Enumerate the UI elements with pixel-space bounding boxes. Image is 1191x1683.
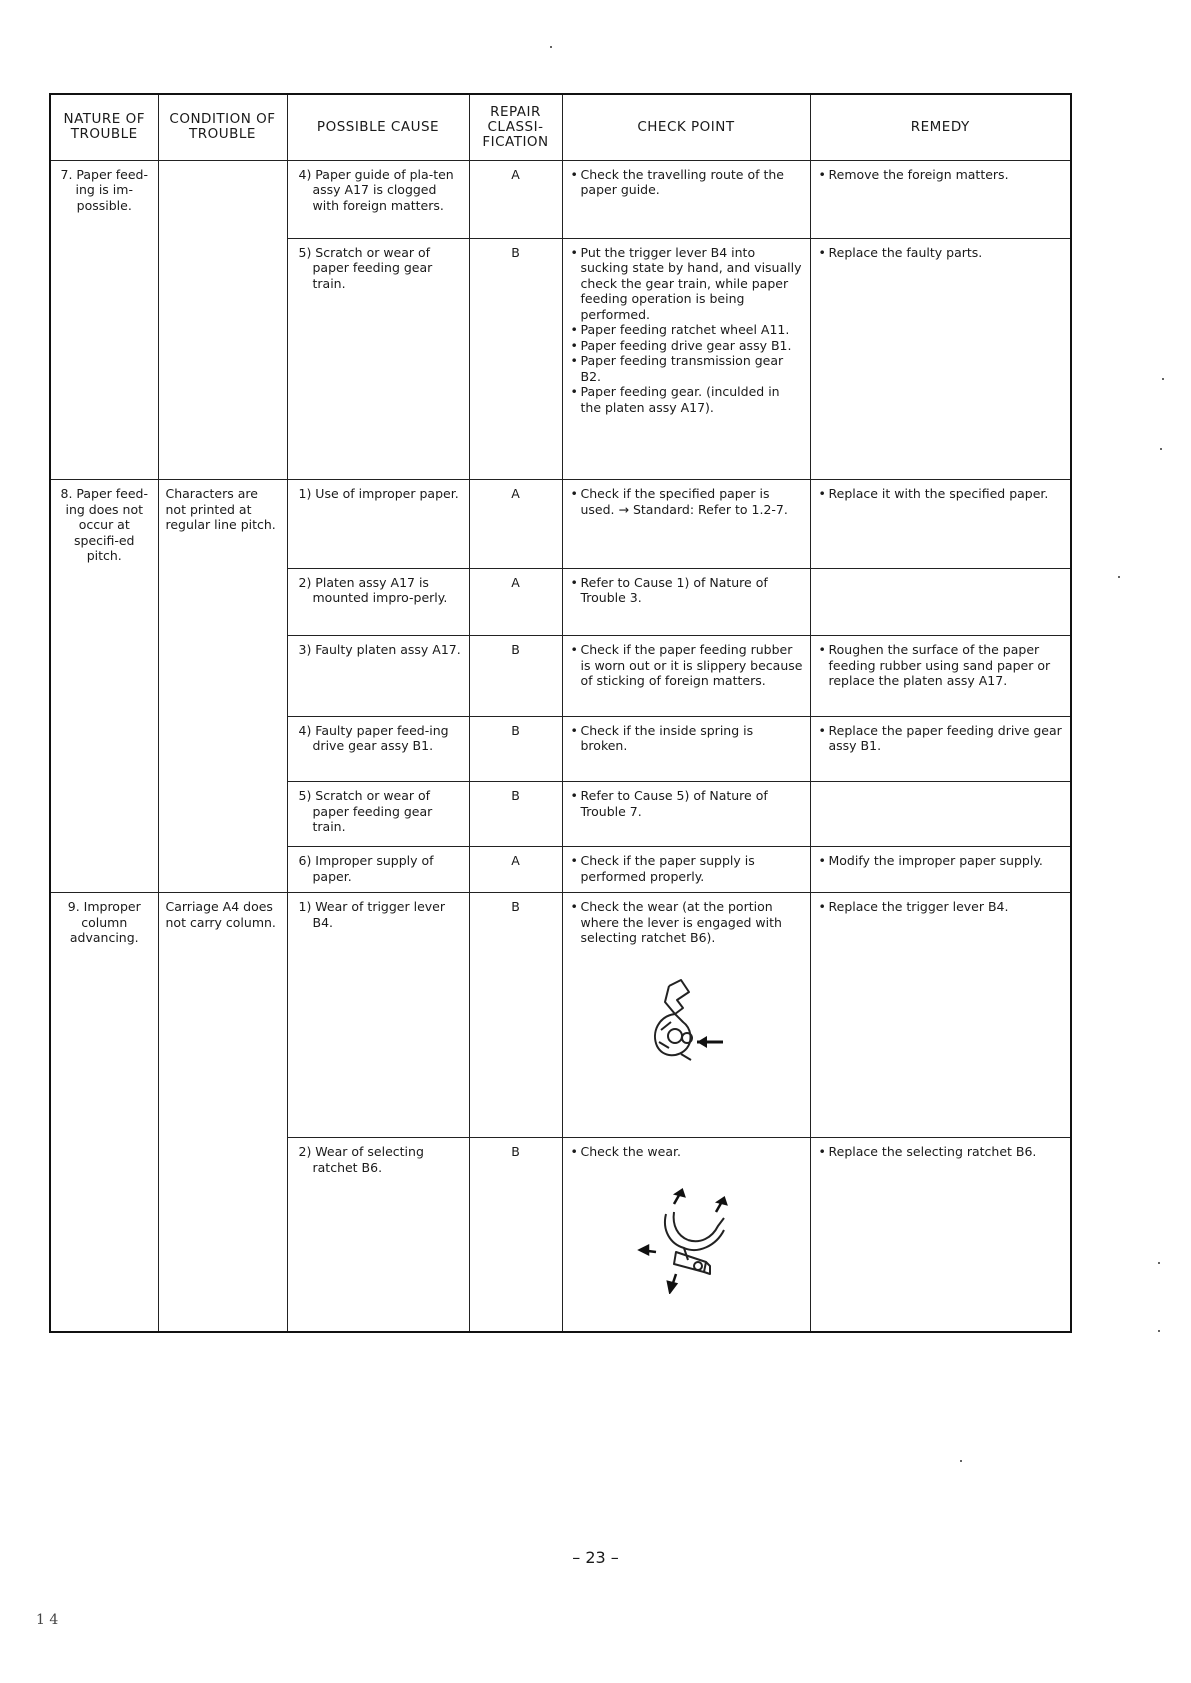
remedy-cell	[810, 847, 1071, 893]
check-point-cell	[562, 1138, 810, 1332]
possible-cause-cell	[287, 160, 469, 238]
possible-cause-cell	[287, 238, 469, 480]
page-number: – 23 –	[572, 1548, 619, 1567]
scan-speck	[1160, 448, 1162, 450]
scan-speck	[1118, 576, 1120, 578]
check-point-cell	[562, 480, 810, 568]
cause-text: 4) Paper guide of pla-ten assy A17 is clogged with foreign matters.	[298, 166, 454, 213]
possible-cause-cell	[287, 480, 469, 568]
condition-of-trouble-cell	[158, 160, 287, 480]
cause-text: 5) Scratch or wear of paper feeding gear train.	[298, 788, 433, 835]
check-point-item: • Refer to Cause 1) of Nature of Trouble 3.	[570, 575, 803, 606]
remedy-item: • Modify the improper paper supply.	[818, 853, 1064, 869]
check-point-cell	[562, 847, 810, 893]
nature-text: 8. Paper feed-ing does not occur at specifi-ed pitch.	[60, 486, 148, 564]
remedy-item: • Replace the selecting ratchet B6.	[818, 1144, 1064, 1160]
remedy-cell	[810, 238, 1071, 480]
remedy-cell	[810, 480, 1071, 568]
repair-classification-cell: B	[469, 893, 562, 1138]
check-point-item: • Refer to Cause 5) of Nature of Trouble 7.	[570, 788, 803, 819]
scan-speck	[550, 46, 552, 48]
condition-of-trouble-cell	[158, 893, 287, 1332]
table-row	[50, 893, 1071, 1138]
possible-cause-cell	[287, 568, 469, 636]
header-condition: CONDITION OF TROUBLE	[158, 94, 287, 160]
check-point-item: • Put the trigger lever B4 into sucking state by hand, and visually check the gear train, while paper feeding operation is being performed.	[570, 245, 803, 323]
check-point-cell	[562, 568, 810, 636]
cause-text: 4) Faulty paper feed-ing drive gear assy B1.	[298, 722, 449, 754]
table-row	[50, 160, 1071, 238]
header-remedy: REMEDY	[810, 94, 1071, 160]
repair-classification-cell: B	[469, 1138, 562, 1332]
repair-classification-cell: B	[469, 636, 562, 716]
condition-text: Characters are not printed at regular line pitch.	[165, 486, 276, 533]
possible-cause-cell	[287, 1138, 469, 1332]
check-point-cell	[562, 238, 810, 480]
remedy-cell	[810, 636, 1071, 716]
possible-cause-cell	[287, 716, 469, 782]
repair-classification-cell: A	[469, 847, 562, 893]
remedy-item: • Replace the paper feeding drive gear assy B1.	[818, 723, 1064, 754]
scan-speck	[1158, 1330, 1160, 1332]
check-point-cell	[562, 160, 810, 238]
header-nature: NATURE OF TROUBLE	[50, 94, 158, 160]
check-point-item: • Paper feeding ratchet wheel A11.	[570, 322, 803, 338]
table-header-row	[50, 94, 1071, 160]
corner-mark: 1 4	[36, 1612, 59, 1628]
check-point-item: • Check if the inside spring is broken.	[570, 723, 803, 754]
check-point-item: • Check the wear.	[570, 1144, 803, 1160]
cause-text: 3) Faulty platen assy A17.	[298, 642, 461, 658]
trigger-lever-illustration	[631, 974, 741, 1074]
possible-cause-cell	[287, 847, 469, 893]
nature-of-trouble-cell	[50, 480, 158, 893]
check-point-item: • Check if the specified paper is used. → Standard: Refer to 1.2-7.	[570, 486, 803, 517]
check-point-item: • Check the travelling route of the paper guide.	[570, 167, 803, 198]
remedy-cell	[810, 568, 1071, 636]
remedy-item: • Remove the foreign matters.	[818, 167, 1064, 183]
condition-of-trouble-cell	[158, 480, 287, 893]
check-point-item: • Paper feeding drive gear assy B1.	[570, 338, 803, 354]
repair-classification-cell: A	[469, 480, 562, 568]
scan-speck	[1162, 378, 1164, 380]
cause-text: 1) Wear of trigger lever B4.	[298, 899, 445, 930]
cause-text: 2) Wear of selecting ratchet B6.	[298, 1144, 424, 1175]
repair-classification-cell: B	[469, 238, 562, 480]
check-point-item: • Paper feeding transmission gear B2.	[570, 353, 803, 384]
cause-text: 6) Improper supply of paper.	[298, 853, 434, 884]
remedy-cell	[810, 160, 1071, 238]
check-point-cell	[562, 636, 810, 716]
check-point-cell	[562, 716, 810, 782]
trouble-table-container	[49, 93, 1070, 1333]
possible-cause-cell	[287, 782, 469, 847]
repair-classification-cell: B	[469, 782, 562, 847]
selecting-ratchet-illustration	[626, 1174, 746, 1294]
cause-text: 2) Platen assy A17 is mounted impro-perly.	[298, 574, 448, 606]
check-point-item: • Paper feeding gear. (inculded in the platen assy A17).	[570, 384, 803, 415]
nature-text: 7. Paper feed-ing is im-possible.	[60, 166, 148, 213]
header-repair-classification: REPAIR CLASSI-FICATION	[469, 94, 562, 160]
check-point-item: • Check if the paper supply is performed properly.	[570, 853, 803, 884]
nature-of-trouble-cell	[50, 893, 158, 1332]
scan-speck	[960, 1460, 962, 1462]
scan-speck	[1158, 1262, 1160, 1264]
repair-classification-cell: A	[469, 568, 562, 636]
remedy-item: • Replace the trigger lever B4.	[818, 899, 1064, 915]
condition-text: Carriage A4 does not carry column.	[165, 899, 276, 930]
nature-text: 9. Improper column advancing.	[67, 899, 141, 946]
check-point-item: • Check if the paper feeding rubber is worn out or it is slippery because of sticking of foreign matters.	[570, 642, 803, 689]
remedy-item: • Roughen the surface of the paper feeding rubber using sand paper or replace the platen assy A17.	[818, 642, 1064, 689]
header-cause: POSSIBLE CAUSE	[287, 94, 469, 160]
cause-text: 5) Scratch or wear of paper feeding gear train.	[298, 244, 433, 291]
repair-classification-cell: A	[469, 160, 562, 238]
repair-classification-cell: B	[469, 716, 562, 782]
check-point-cell	[562, 782, 810, 847]
troubleshooting-table	[49, 93, 1072, 1333]
cause-text: 1) Use of improper paper.	[298, 486, 459, 502]
remedy-cell	[810, 1138, 1071, 1332]
check-point-item: • Check the wear (at the portion where the lever is engaged with selecting ratchet B6).	[570, 899, 803, 946]
remedy-cell	[810, 782, 1071, 847]
header-check-point: CHECK POINT	[562, 94, 810, 160]
remedy-cell	[810, 716, 1071, 782]
nature-of-trouble-cell	[50, 160, 158, 480]
remedy-item: • Replace the faulty parts.	[818, 245, 1064, 261]
check-point-cell	[562, 893, 810, 1138]
table-row	[50, 480, 1071, 568]
possible-cause-cell	[287, 893, 469, 1138]
remedy-cell	[810, 893, 1071, 1138]
possible-cause-cell	[287, 636, 469, 716]
remedy-item: • Replace it with the specified paper.	[818, 486, 1064, 502]
